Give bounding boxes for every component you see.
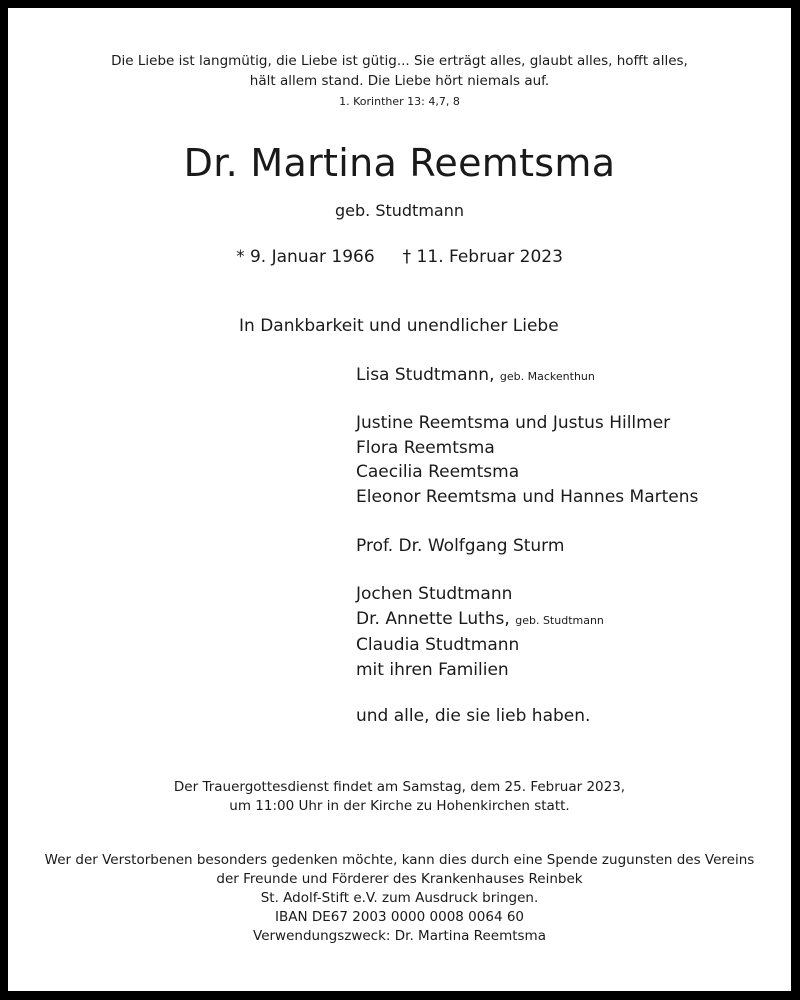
mourner-entry: und alle, die sie lieb haben. (356, 706, 591, 726)
bible-quote (8, 51, 791, 91)
mourner-name: Dr. Annette Luths, (356, 608, 510, 629)
obituary-notice (8, 8, 791, 991)
mourner-entry: Prof. Dr. Wolfgang Sturm (356, 536, 565, 556)
mourner-entry: Eleonor Reemtsma und Hannes Martens (356, 486, 699, 507)
birth-date: * 9. Januar 1966 (236, 247, 375, 267)
donation-purpose: Verwendungszweck: Dr. Martina Reemtsma (253, 928, 546, 944)
mourner-entry (356, 363, 595, 390)
service-info (8, 778, 791, 816)
service-line-1: Der Trauergottesdienst findet am Samstag, dem 25. Februar 2023, (173, 779, 626, 795)
donation-line-2: der Freunde und Förderer des Krankenhauses Reinbek (216, 871, 583, 887)
mourner-entry: Justine Reemtsma und Justus Hillmer (356, 413, 671, 433)
donation-line-1: Wer der Verstorbenen besonders gedenken möchte, kann dies durch eine Spende zugunsten des Vereins (44, 852, 755, 868)
deceased-name: Dr. Martina Reemtsma (183, 141, 616, 185)
mourner-entry: Claudia Studtmann (356, 635, 520, 655)
maiden-name: geb. Studtmann (335, 201, 464, 220)
deceased-name-block (8, 141, 791, 185)
mourner-group-siblings (356, 582, 604, 682)
thanks-line: In Dankbarkeit und unendlicher Liebe (239, 316, 559, 336)
mourner-entry: Jochen Studtmann (356, 584, 513, 604)
death-date: † 11. Februar 2023 (402, 247, 563, 267)
mourner-note: geb. Studtmann (515, 613, 604, 627)
life-dates (8, 247, 791, 267)
donation-info (8, 851, 791, 946)
mourner-entry (356, 607, 604, 634)
service-line-2: um 11:00 Uhr in der Kirche zu Hohenkirchen statt. (229, 798, 570, 814)
mourner-entry: Caecilia Reemtsma (356, 462, 520, 482)
mourner-entry: Flora Reemtsma (356, 437, 495, 458)
mourner-note: geb. Mackenthun (499, 370, 595, 383)
mourner-group-children (356, 411, 698, 509)
quote-line-2: hält allem stand. Die Liebe hört niemals auf. (249, 73, 550, 89)
iban: IBAN DE67 2003 0000 0008 0064 60 (274, 909, 525, 925)
mourner-entry: mit ihren Familien (356, 659, 509, 680)
donation-line-3: St. Adolf-Stift e.V. zum Ausdruck bringen. (260, 890, 539, 906)
mourner-name: Lisa Studtmann, (356, 365, 495, 385)
quote-reference: 1. Korinther 13: 4,7, 8 (339, 95, 460, 108)
quote-line-1: Die Liebe ist langmütig, die Liebe ist gütig... Sie erträgt alles, glaubt alles, hofft alles, (111, 53, 688, 69)
